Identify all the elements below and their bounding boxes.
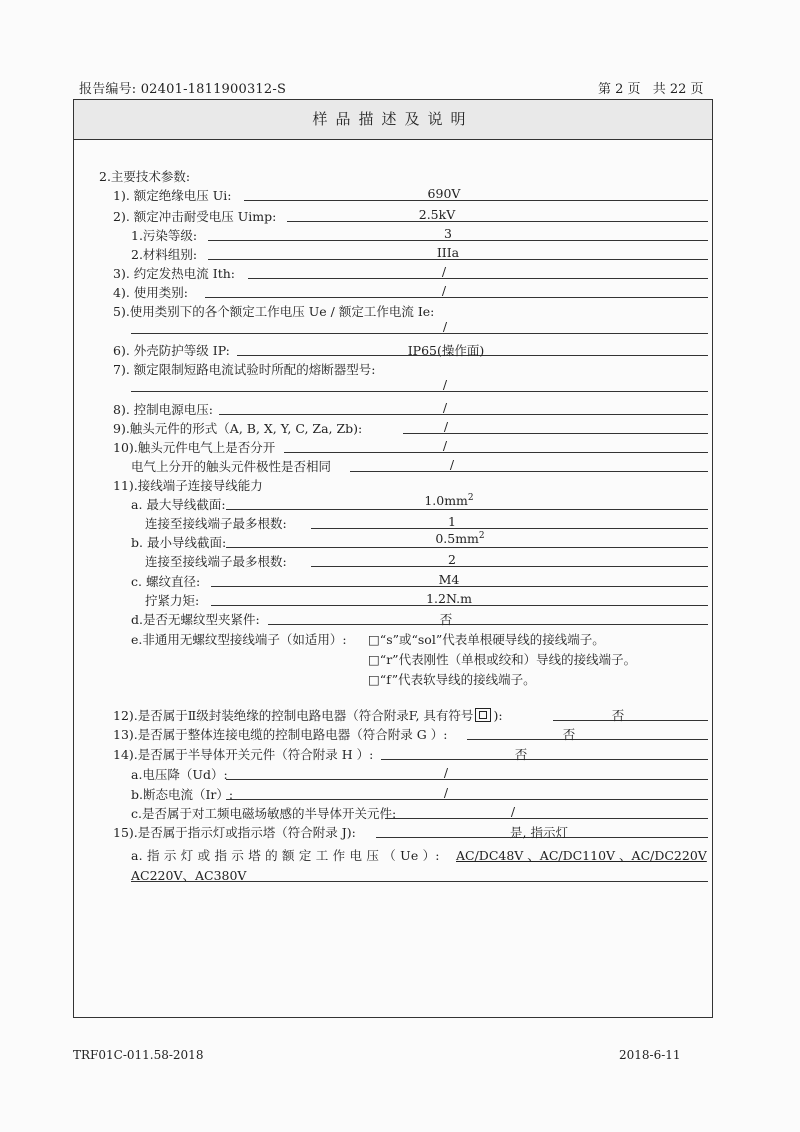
form-date: 2018-6-11 xyxy=(619,1048,681,1062)
class-ii-label-text: 12).是否属于Ⅱ级封装绝缘的控制电路电器（符合附录F, 具有符号 xyxy=(113,708,474,723)
thread-label: c. 螺纹直径: xyxy=(131,574,201,589)
min-cross-section-line xyxy=(226,547,708,548)
lamp-voltage-value-line2: AC220V、AC380V xyxy=(131,868,247,883)
ip-label: 6). 外壳防护等级 IP: xyxy=(113,343,230,358)
category-value: / xyxy=(441,283,447,298)
pollution-value: 3 xyxy=(444,226,452,241)
voltage-drop-label: a.电压降（Ud）: xyxy=(131,767,228,782)
contact-separate-value: / xyxy=(442,438,448,453)
emc-sensitive-value: / xyxy=(510,804,516,819)
integral-cable-label: 13).是否属于整体连接电缆的控制电路电器（符合附录 G ）: xyxy=(113,727,448,742)
lamp-voltage-label: a. 指 示 灯 或 指 示 塔 的 额 定 工 作 电 压 （ Ue ）: xyxy=(131,848,440,863)
indicator-lamp-label: 15).是否属于指示灯或指示塔（符合附录 J): xyxy=(113,825,356,840)
torque-value: 1.2N.m xyxy=(426,591,472,606)
lamp-voltage-value-line1: AC/DC48V 、AC/DC110V 、AC/DC220V xyxy=(456,848,707,863)
ith-value: / xyxy=(441,264,447,279)
pollution-label: 1.污染等级: xyxy=(131,228,198,243)
contact-separate-label: 10).触头元件电气上是否分开 xyxy=(113,440,276,455)
page-number: 第 2 页 xyxy=(598,82,641,97)
control-supply-label: 8). 控制电源电压: xyxy=(113,402,213,417)
fuse-value: / xyxy=(442,377,448,392)
class-ii-symbol-icon xyxy=(475,708,491,722)
class-ii-value: 否 xyxy=(611,708,625,723)
uimp-label: 2). 额定冲击耐受电压 Uimp: xyxy=(113,209,277,224)
min-cross-section-value xyxy=(226,531,694,546)
semiconductor-value: 否 xyxy=(514,747,528,762)
form-number: TRF01C-011.58-2018 xyxy=(73,1048,204,1062)
polarity-value: / xyxy=(449,457,455,472)
off-state-current-label: b.断态电流（Ir）: xyxy=(131,787,234,802)
max-count-label: 连接至接线端子最多根数: xyxy=(145,516,287,531)
integral-cable-value: 否 xyxy=(562,727,576,742)
max-count-value: 1 xyxy=(448,514,456,529)
emc-sensitive-label: c.是否属于对工频电磁场敏感的半导体开关元件: xyxy=(131,806,397,821)
torque-label: 拧紧力矩: xyxy=(145,593,200,608)
fuse-label: 7). 额定限制短路电流试验时所配的熔断器型号: xyxy=(113,362,376,377)
class-ii-label xyxy=(113,706,503,724)
page-indicator xyxy=(598,78,712,97)
option-f-checkbox[interactable]: □“f”代表软导线的接线端子。 xyxy=(368,672,536,687)
max-cross-section-unit-exponent: 2 xyxy=(467,493,474,503)
max-cross-section-value xyxy=(226,493,672,508)
indicator-lamp-value: 是, 指示灯 xyxy=(510,825,568,840)
screwless-value: 否 xyxy=(439,612,453,627)
contact-form-value: / xyxy=(443,419,449,434)
material-label: 2.材料组别: xyxy=(131,247,198,262)
min-cross-section-number: 0.5mm xyxy=(435,531,479,547)
uimp-value: 2.5kV xyxy=(418,207,456,222)
ui-value: 690V xyxy=(427,186,461,201)
option-r-checkbox[interactable]: □“r”代表刚性（单根或绞和）导线的接线端子。 xyxy=(368,652,637,667)
semiconductor-label: 14).是否属于半导体开关元件（符合附录 H ）: xyxy=(113,747,374,762)
min-cross-section-unit-exponent: 2 xyxy=(478,531,485,541)
off-state-current-value: / xyxy=(443,785,449,800)
control-supply-value: / xyxy=(442,400,448,415)
ui-label: 1). 额定绝缘电压 Ui: xyxy=(113,188,232,203)
ip-value: IP65(操作面) xyxy=(407,343,485,358)
section-heading: 2.主要技术参数: xyxy=(99,169,191,184)
polarity-label: 电气上分开的触头元件极性是否相同 xyxy=(131,459,332,474)
ith-label: 3). 约定发热电流 Ith: xyxy=(113,266,235,281)
min-count-label: 连接至接线端子最多根数: xyxy=(145,554,287,569)
report-number: 报告编号: 02401-1811900312-S xyxy=(79,82,287,97)
max-cross-section-number: 1.0mm xyxy=(424,493,468,509)
page-title: 样品描述及说明 xyxy=(74,100,712,140)
voltage-drop-value: / xyxy=(443,765,449,780)
min-count-value: 2 xyxy=(448,552,456,567)
min-cross-section-label: b. 最小导线截面: xyxy=(131,535,227,550)
max-cross-section-label: a. 最大导线截面: xyxy=(131,497,226,512)
option-s-checkbox[interactable]: □“s”或“sol”代表单根硬导线的接线端子。 xyxy=(368,632,605,647)
page-total: 共 22 页 xyxy=(652,82,704,97)
class-ii-label-end: ): xyxy=(493,708,503,723)
contact-form-label: 9).触头元件的形式（A, B, X, Y, C, Za, Zb): xyxy=(113,421,363,436)
material-value: IIIa xyxy=(436,245,460,260)
max-cross-section-line xyxy=(226,509,708,510)
ue-ie-value: / xyxy=(442,319,448,334)
ue-ie-label: 5).使用类别下的各个额定工作电压 Ue / 额定工作电流 Ie: xyxy=(113,304,435,319)
nonuniversal-label: e.非通用无螺纹型接线端子（如适用）: xyxy=(131,632,347,647)
lamp-voltage-line xyxy=(131,881,708,882)
terminal-capacity-label: 11).接线端子连接导线能力 xyxy=(113,478,263,493)
thread-value: M4 xyxy=(438,572,460,587)
category-label: 4). 使用类别: xyxy=(113,285,188,300)
screwless-label: d.是否无螺纹型夹紧件: xyxy=(131,612,260,627)
